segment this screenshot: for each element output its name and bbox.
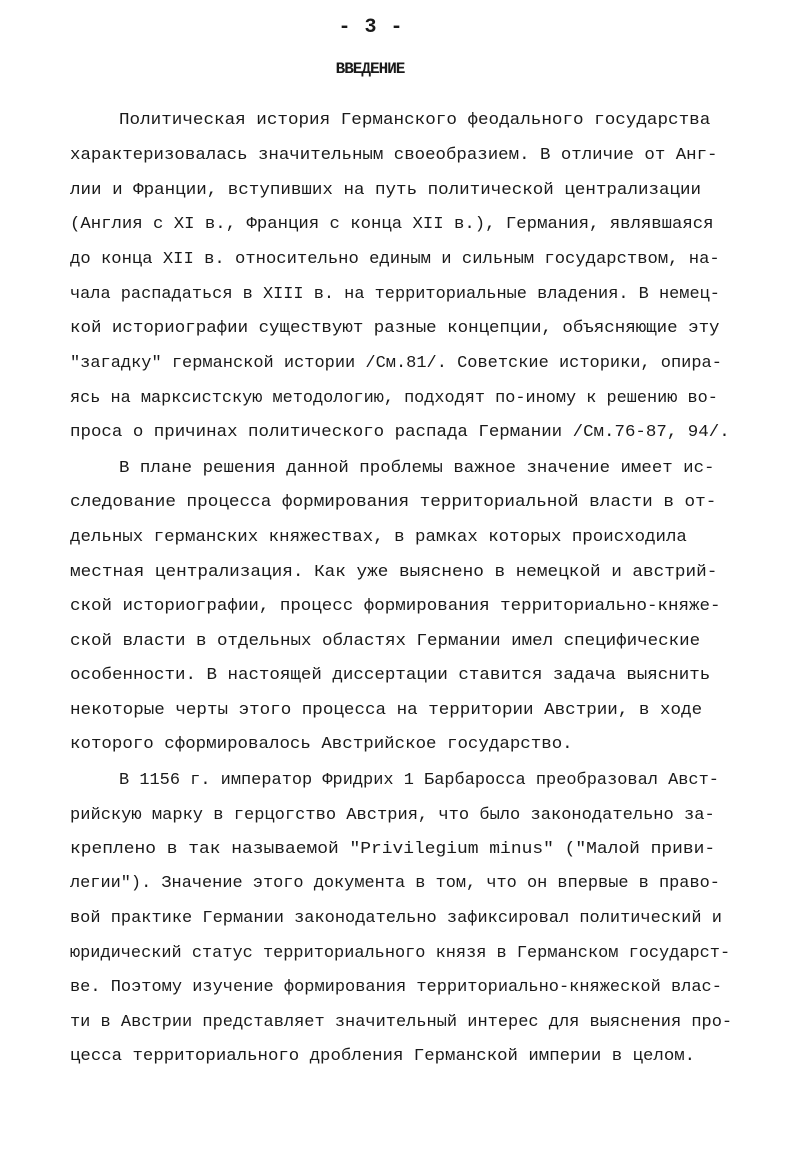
- paragraph-line: цесса территориального дробления Германской империи в целом.: [70, 1047, 696, 1066]
- paragraph-line: проса о причинах политического распада Германии /См.76-87, 94/.: [70, 423, 730, 442]
- paragraph-line: следование процесса формирования территориальной власти в от-: [70, 493, 717, 512]
- paragraph-line: рийскую марку в герцогство Австрия, что было законодательно за-: [70, 806, 715, 825]
- paragraph-line: ской власти в отдельных областях Германии имел специфические: [70, 632, 701, 651]
- paragraph-line: легии"). Значение этого документа в том, что он впервые в право-: [70, 874, 720, 893]
- paragraph-line: Политическая история Германского феодального государства: [119, 111, 711, 130]
- paragraph-line: ти в Австрии представляет значительный интерес для выяснения про-: [70, 1013, 733, 1032]
- paragraph-line: "загадку" германской истории /См.81/. Советские историки, опира-: [70, 354, 722, 373]
- paragraph-line: дельных германских княжествах, в рамках которых происходила: [70, 528, 687, 547]
- section-heading: ВВЕДЕНИЕ: [335, 60, 405, 78]
- paragraph-line: ясь на марксистскую методологию, подходят по-иному к решению во-: [70, 389, 718, 408]
- paragraph-line: (Англия с XI в., Франция с конца XII в.), Германия, являвшаяся: [70, 215, 714, 234]
- paragraph-line: некоторые черты этого процесса на территории Австрии, в ходе: [70, 701, 703, 720]
- paragraph-line: ской историографии, процесс формирования территориально-княже-: [70, 597, 721, 616]
- paragraph-line: юридический статус территориального князя в Германском государст-: [70, 944, 731, 963]
- paragraph-line: характеризовалась значительным своеобразием. В отличие от Анг-: [70, 146, 718, 165]
- paragraph-line: чала распадаться в XIII в. на территориальные владения. В немец-: [70, 285, 720, 304]
- paragraph-line: до конца XII в. относительно единым и сильным государством, на-: [70, 250, 720, 269]
- paragraph-line: креплено в так называемой "Privilegium minus" ("Малой приви-: [70, 840, 716, 859]
- paragraph-line: кой историографии существуют разные концепции, объясняющие эту: [70, 319, 720, 338]
- paragraph-line: местная централизация. Как уже выяснено в немецкой и австрий-: [70, 563, 718, 582]
- paragraph-line: особенности. В настоящей диссертации ставится задача выяснить: [70, 666, 711, 685]
- paragraph-line: В плане решения данной проблемы важное значение имеет ис-: [119, 459, 715, 478]
- paragraph-line: ве. Поэтому изучение формирования территориально-княжеской влас-: [70, 978, 722, 997]
- paragraph-line: лии и Франции, вступивших на путь политической централизации: [70, 181, 702, 200]
- paragraph-line: которого сформировалось Австрийское государство.: [70, 735, 573, 754]
- paragraph-line: вой практике Германии законодательно зафиксировал политический и: [70, 909, 722, 928]
- paragraph-line: В 1156 г. император Фридрих 1 Барбаросса преобразовал Авст-: [119, 771, 719, 790]
- page-number: - 3 -: [338, 16, 404, 39]
